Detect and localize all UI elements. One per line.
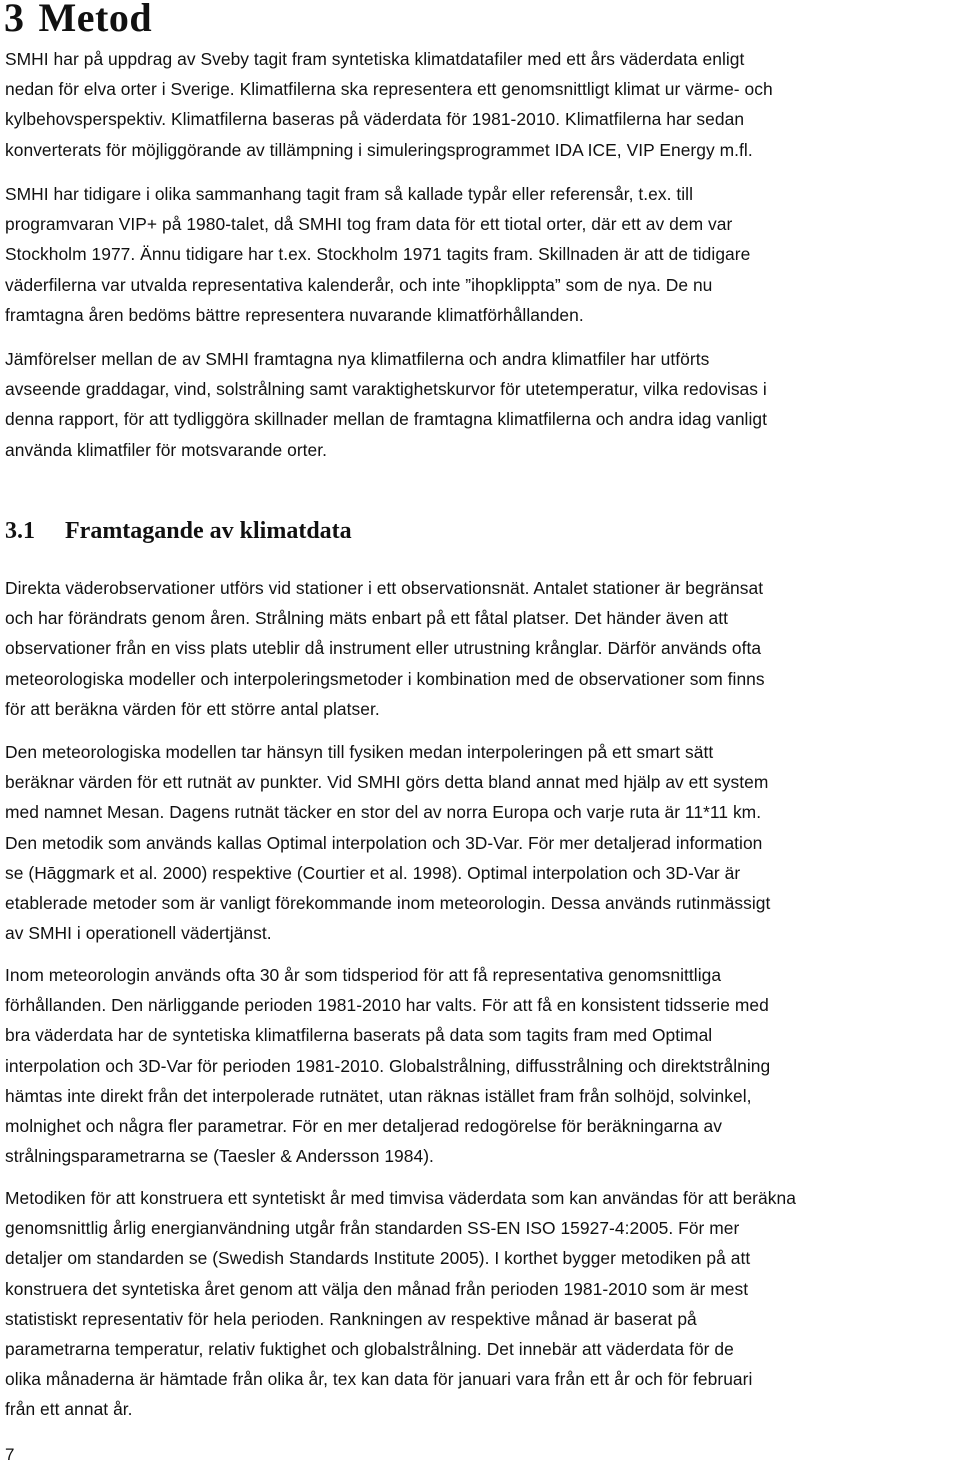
section-number: 3 — [4, 0, 25, 40]
intro-paragraph-3: Jämförelser mellan de av SMHI framtagna nya klimatfilerna och andra klimatfiler har utförts avseende graddagar, vind, solstrålning samt varaktighetskurvor för utetemperatur, vilka redovisas i denna rapport, för att tydliggöra skillnader mellan de framtagna klimatfilerna och andra idag vanligt använda klimatfiler för motsvarande orter. — [5, 349, 767, 460]
subsection-title: Framtagande av klimatdata — [65, 518, 352, 544]
section-paragraph-3: Inom meteorologin används ofta 30 år som tidsperiod för att få representativa genomsnittliga förhållanden. Den närliggande perioden 1981-2010 har valts. För att få en konsistent tidsserie med bra väderdata har de syntetiska klimatfilerna baserats på data som tagits fram med Optimal interpolation och 3D-Var för perioden 1981-2010. Globalstrålning, diffusstrålning och direktstrålning hämtas inte direkt från det interpolerade rutnätet, utan räknas istället fram från solhöjd, solvinkel, molnighet och några fler parametrar. För en mer detaljerad redogörelse för beräkningarna av strålningsparametrarna se (Taesler & Andersson 1984). — [5, 965, 771, 1167]
section-title: Metod — [38, 0, 153, 40]
subsection-number: 3.1 — [5, 518, 35, 544]
section-paragraph-1: Direkta väderobservationer utförs vid stationer i ett observationsnät. Antalet stationer är begränsat och har förändrats genom åren. Strålning mäts enbart på ett fåtal platser. Det händer även att observationer från en viss plats uteblir då instrument eller utrustning krånglar. Därför används ofta meteorologiska modeller och interpoleringsmetoder i kombination med de observationer som finns för att beräkna värden för ett större antal platser. — [5, 578, 765, 719]
section-paragraph-2: Den meteorologiska modellen tar hänsyn till fysiken medan interpoleringen på ett smart sätt beräknar värden för ett rutnät av punkter. Vid SMHI görs detta bland annat med hjälp av ett system med namnet Mesan. Dagens rutnät täcker en stor del av norra Europa och varje ruta är 11*11 km. Den metodik som används kallas Optimal interpolation och 3D-Var. För mer detaljerad information se (Hāggmark et al. 2000) respektive (Courtier et al. 1998). Optimal interpolation och 3D-Var är etablerade metoder som är vanligt förekommande inom meteorologin. Dessa används rutinmässigt av SMHI i operationell vädertjänst. — [5, 742, 771, 944]
section-paragraph-4: Metodiken för att konstruera ett syntetiskt år med timvisa väderdata som kan användas för att beräkna genomsnittlig årlig energianvändning utgår från standarden SS-EN ISO 15927-4:2005. För mer detaljer om standarden se (Swedish Standards Institute 2005). I korthet bygger metodiken på att konstruera det syntetiska året genom att välja den månad från perioden 1981-2010 som är mest statistiskt representativ för hela perioden. Rankningen av respektive månad är baserat på parametrarna temperatur, relativ fuktighet och globalstrålning. Det innebär att väderdata för de olika månaderna är hämtade från olika år, tex kan data för januari vara från ett år och för februari från ett annat år. — [5, 1188, 796, 1420]
section-heading — [4, 0, 152, 40]
intro-paragraph-2: SMHI har tidigare i olika sammanhang tagit fram så kallade typår eller referensår, t.ex. till programvaran VIP+ på 1980-talet, då SMHI tog fram data för ett tiotal orter, där ett av dem var Stockholm 1977. Ännu tidigare har t.ex. Stockholm 1971 tagits fram. Skillnaden är att de tidigare väderfilerna var utvalda representativa kalenderår, och inte ”ihopklippta” som de nya. De nu framtagna åren bedöms bättre representera nuvarande klimatförhållanden. — [5, 184, 751, 325]
page-number: 7 — [5, 1445, 15, 1464]
intro-paragraph-1: SMHI har på uppdrag av Sveby tagit fram syntetiska klimatdatafiler med ett års väderdata enligt nedan för elva orter i Sverige. Klimatfilerna ska representera ett genomsnittligt klimat ur värme- och kylbehovsperspektiv. Klimatfilerna baseras på väderdata för 1981-2010. Klimatfilerna har sedan konverterats för möjliggörande av tillämpning i simuleringsprogrammet IDA ICE, VIP Energy m.fl. — [5, 49, 773, 160]
subsection-heading — [5, 515, 352, 547]
